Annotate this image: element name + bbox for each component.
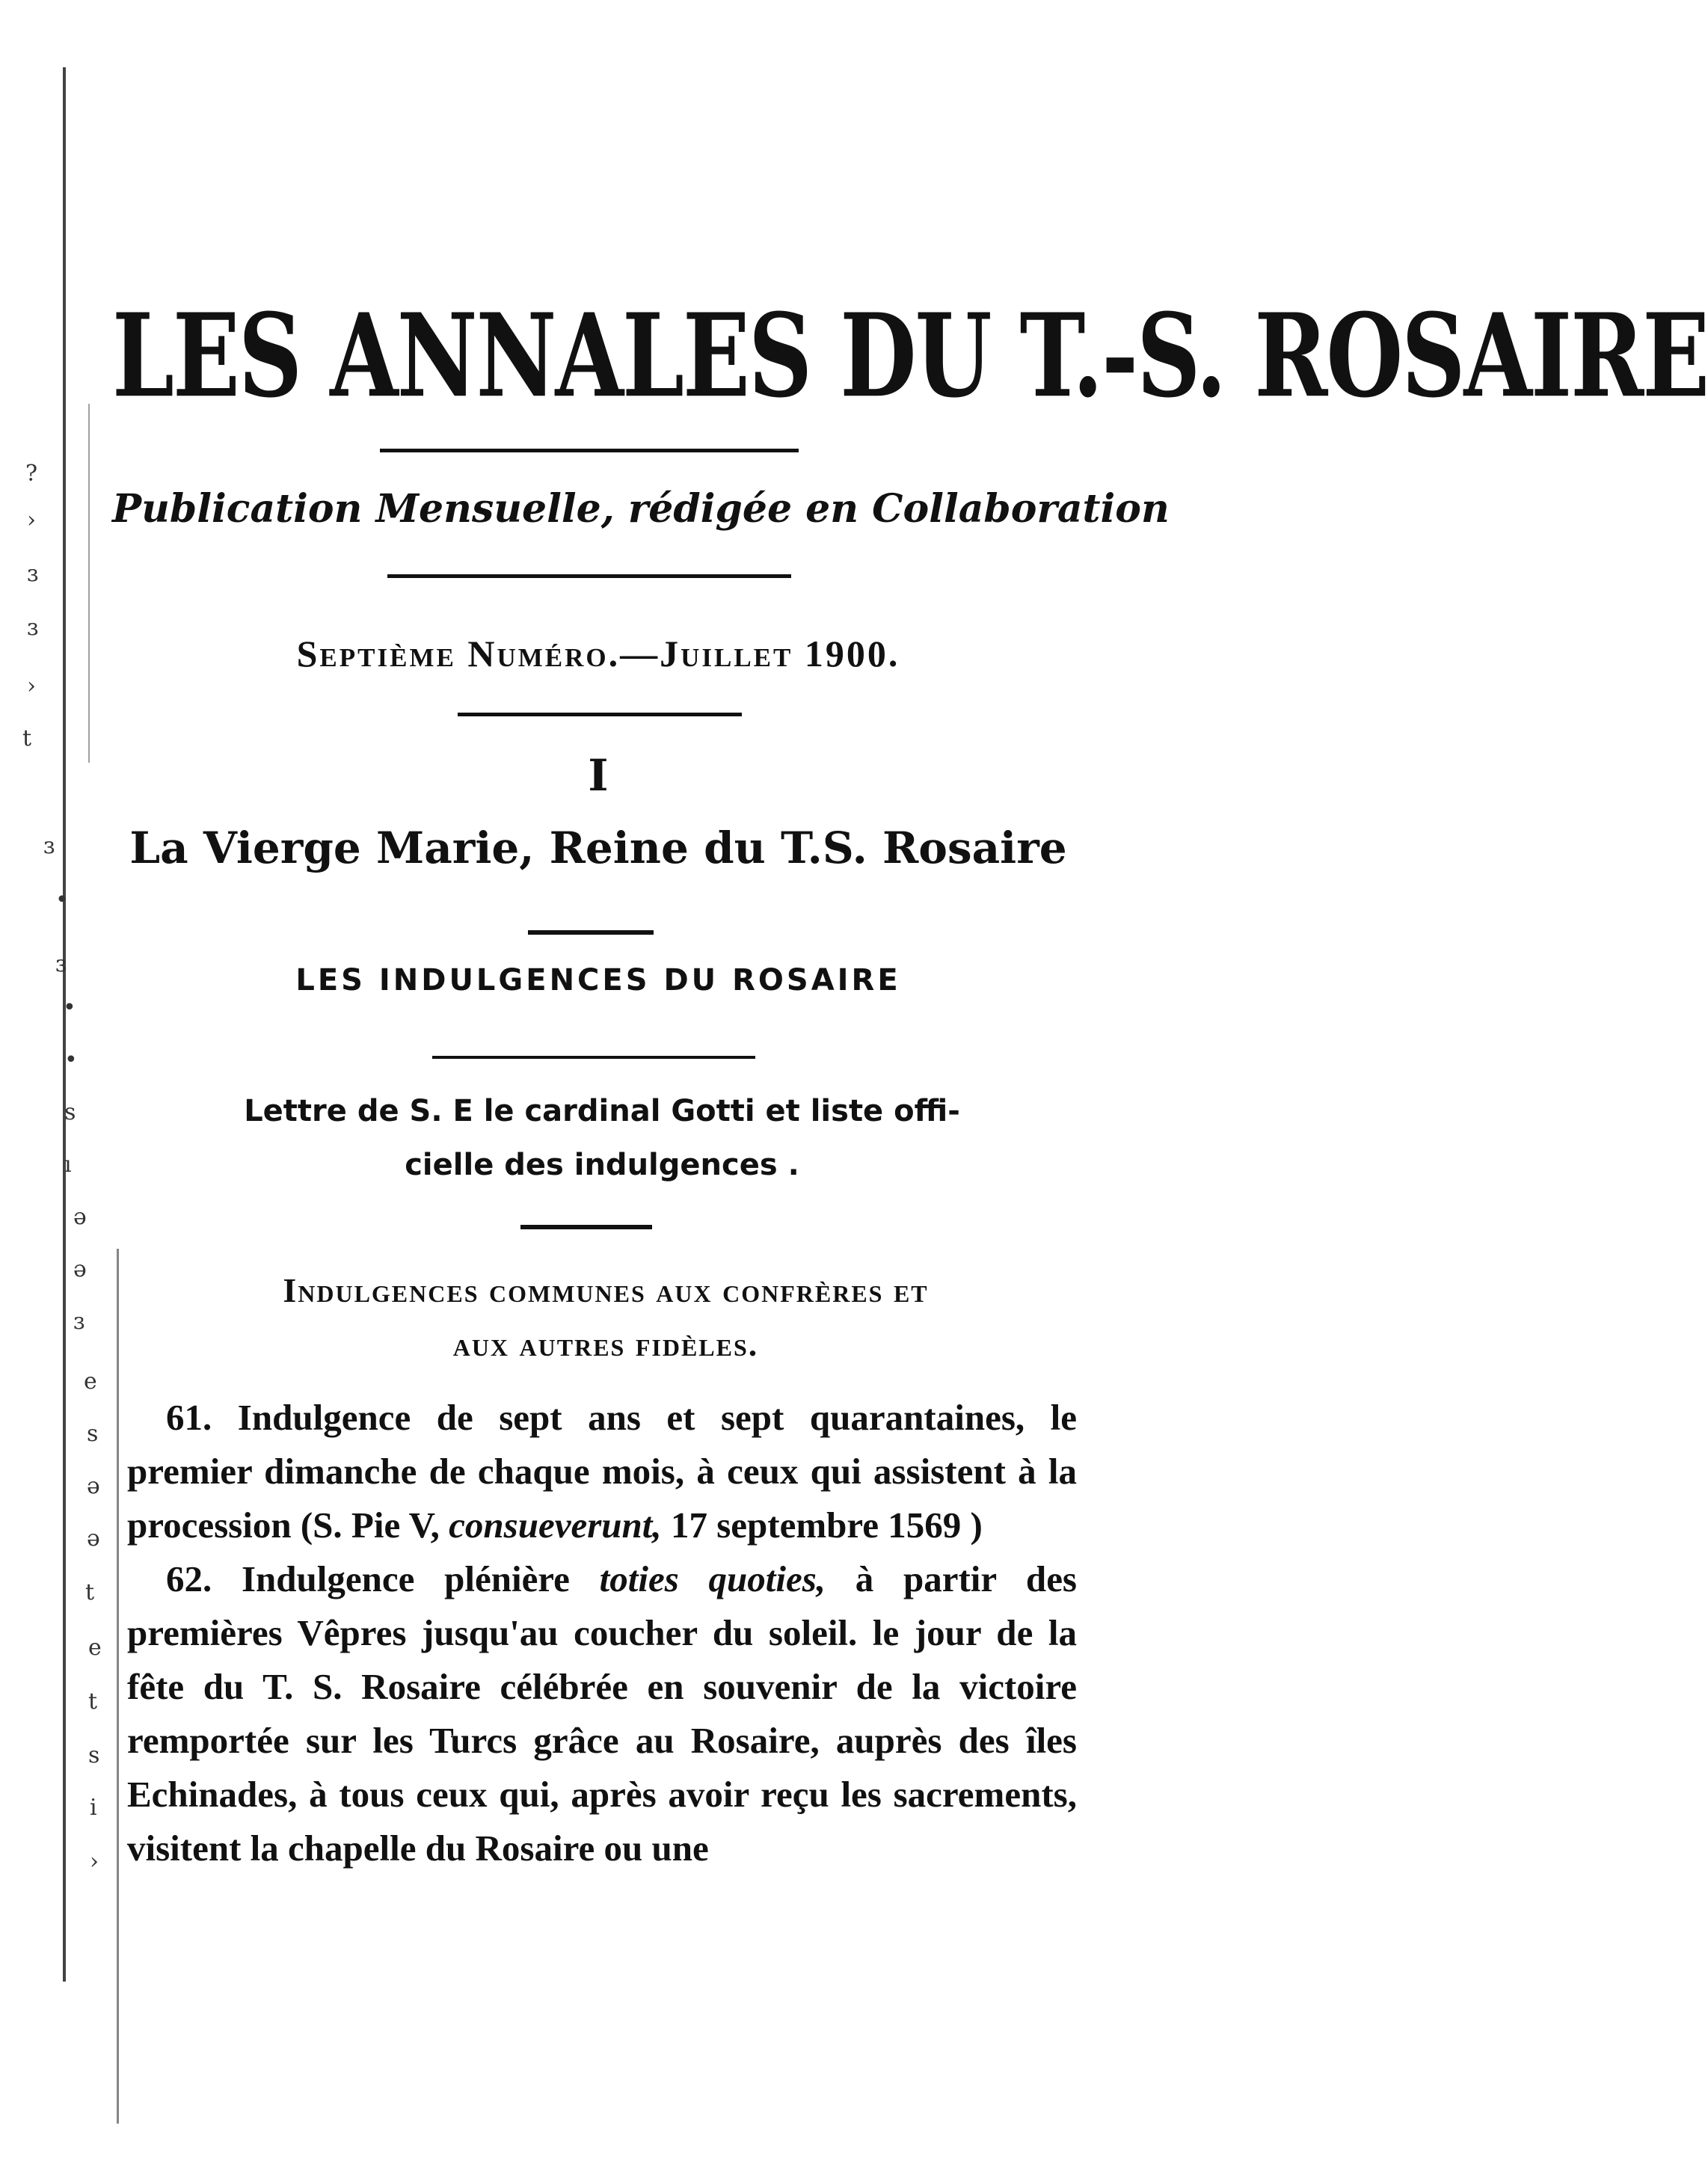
paragraph-text: 17 septembre 1569 ) bbox=[670, 1504, 983, 1546]
publication-subtitle: Publication Mensuelle, rédigée en Collaboration bbox=[112, 486, 1170, 532]
margin-fragment: s bbox=[87, 1421, 99, 1447]
section-title: LES INDULGENCES DU ROSAIRE bbox=[295, 963, 901, 998]
margin-fragment: ə bbox=[87, 1525, 100, 1552]
margin-fragment: ɜ bbox=[27, 561, 39, 587]
scan-border-line bbox=[63, 67, 66, 1982]
margin-fragment: • bbox=[63, 995, 76, 1021]
letter-rule bbox=[520, 1225, 652, 1229]
margin-fragment: • bbox=[55, 887, 69, 913]
margin-fragment: s bbox=[64, 1099, 76, 1125]
margin-fragment: ɜ bbox=[73, 1309, 85, 1335]
margin-fragment: • bbox=[64, 1047, 78, 1073]
margin-fragment: ə bbox=[73, 1204, 87, 1230]
margin-fragment: t bbox=[85, 1579, 95, 1605]
margin-fragment: t bbox=[88, 1688, 98, 1715]
paragraph-text: Indulgence plénière bbox=[241, 1558, 570, 1599]
issue-rule bbox=[458, 713, 742, 716]
margin-fragment: ə bbox=[87, 1473, 100, 1499]
section-rule bbox=[432, 1056, 755, 1059]
paragraph-text: Indulgence de sept ans et sept quarantaines, le premier dimanche de chaque mois, à ceux qui assistent à la procession (S. Pie V, bbox=[127, 1397, 1078, 1546]
common-indulgences-heading bbox=[127, 1264, 1084, 1371]
paragraph-italic-text: toties quoties, bbox=[599, 1558, 826, 1599]
margin-fragment: ə bbox=[73, 1256, 87, 1282]
margin-fragment: ɜ bbox=[55, 951, 67, 977]
margin-fragment: s bbox=[88, 1742, 100, 1768]
letter-intro-line: Lettre de S. E le cardinal Gotti et liste offi- bbox=[244, 1094, 960, 1128]
paragraph-61 bbox=[127, 1391, 1077, 1552]
paragraph-62 bbox=[127, 1552, 1077, 1875]
margin-fragment: › bbox=[27, 673, 36, 699]
paragraph-italic-text: consueverunt, bbox=[449, 1504, 662, 1546]
paragraph-number: 62. bbox=[166, 1558, 212, 1599]
masthead-rule bbox=[380, 449, 799, 452]
margin-fragment: › bbox=[27, 507, 36, 533]
masthead-title: LES ANNALES DU T.-S. ROSAIRE bbox=[112, 288, 1708, 423]
margin-fragment: t bbox=[22, 725, 32, 751]
margin-fragment: i bbox=[90, 1795, 97, 1821]
letter-intro-line: cielle des indulgences . bbox=[405, 1148, 799, 1182]
letter-intro bbox=[120, 1084, 1084, 1192]
scan-border-line-secondary bbox=[88, 404, 90, 763]
issue-line: Septième Numéro.—Juillet 1900. bbox=[296, 633, 900, 674]
indulgence-paragraphs bbox=[127, 1391, 1077, 1875]
margin-fragment: ? bbox=[25, 461, 38, 487]
heading-line: Indulgences communes aux confrères et bbox=[283, 1271, 929, 1309]
chapter-numeral: I bbox=[588, 750, 609, 801]
subtitle-rule bbox=[387, 574, 791, 578]
margin-fragment: › bbox=[90, 1848, 99, 1875]
scan-body-rule bbox=[117, 1249, 119, 2124]
margin-fragment: ı bbox=[64, 1152, 72, 1178]
chapter-rule bbox=[528, 930, 654, 935]
heading-line: aux autres fidèles. bbox=[452, 1325, 759, 1363]
paragraph-text: à partir des premières Vêpres jusqu'au coucher du soleil. le jour de la fête du T. S. Rosaire célébrée en souvenir de la victoire remportée sur les Turcs grâce au Rosaire, auprès des îles Echinades, à tous ceux qui, après avoir reçu les sacrements, visitent la chapelle du Rosaire ou une bbox=[127, 1558, 1078, 1869]
margin-fragment: e bbox=[84, 1368, 97, 1395]
margin-fragment: ɜ bbox=[27, 615, 39, 641]
paragraph-number: 61. bbox=[166, 1397, 212, 1438]
margin-fragment: ɜ bbox=[43, 833, 55, 859]
chapter-title: La Vierge Marie, Reine du T.S. Rosaire bbox=[129, 823, 1067, 873]
margin-fragment: e bbox=[88, 1635, 102, 1661]
